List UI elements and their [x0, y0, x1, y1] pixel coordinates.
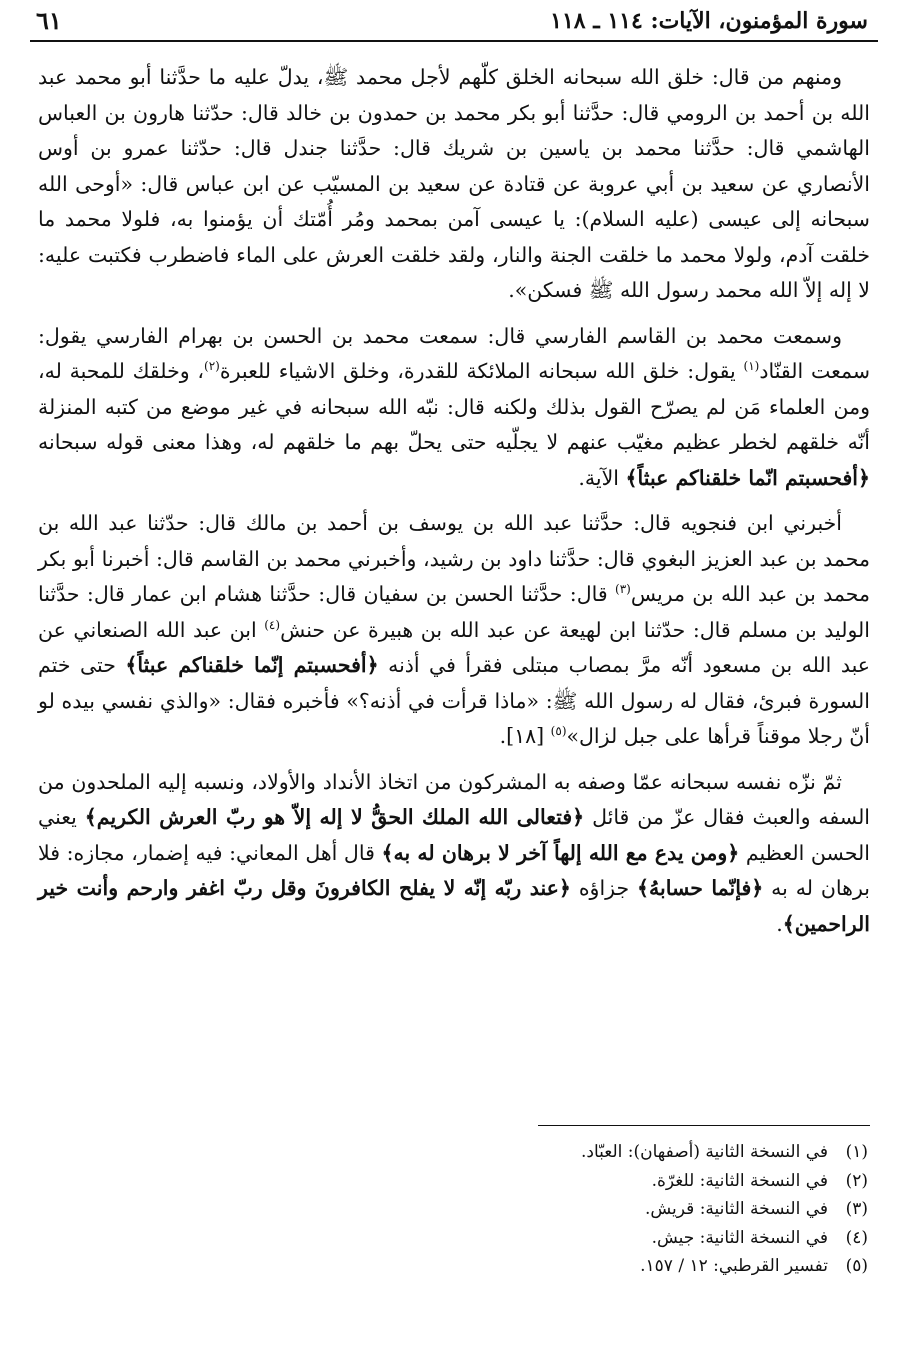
quran-quote: ﴿فإنّما حسابهُ﴾ — [637, 876, 764, 900]
footnote — [400, 1167, 868, 1196]
footnote-text: في النسخة الثانية: للغرّة. — [651, 1170, 828, 1191]
text-run: [١٨]. — [499, 724, 551, 748]
footnote-ref: (٤) — [264, 617, 281, 632]
footnote-divider — [538, 1125, 870, 1126]
footnotes — [400, 1138, 868, 1281]
text-run: قال أهل المعاني: فيه إضمار، مجازه: فلا برهان له به — [38, 840, 870, 900]
body-text — [38, 60, 870, 952]
page-header — [30, 4, 878, 42]
footnote-text: في النسخة الثانية: جيش. — [651, 1227, 828, 1248]
text-run: ، وخلقك للمحبة له، ومن العلماء مَن لم يصرّح القول بذلك ولكنه قال: نبّه الله سبحانه في غير موضع من كتبه المنزلة أنّه خلقهم لخطر عظيم مغيّب عنهم لا يجلّيه حتى يحلّ بهم ما خلقهم له، وهذا معنى قوله سبحانه — [38, 359, 870, 454]
footnote-ref: (٥) — [550, 724, 567, 739]
quran-quote: ﴿عند ربّه إنّه لا يفلح الكافرونَ وقل ربّ اغفر وارحم وأنت خير الراحمين﴾ — [38, 876, 870, 936]
text-run: ثمّ نزّه نفسه سبحانه عمّا وصفه به المشركون من اتخاذ الأنداد والأولاد، ونسبه إليه الملحدون من السفه والعبث فقال عزّ من قائل — [38, 769, 871, 829]
text-run: حتى ختم السورة فبرئ، فقال له رسول الله ﷺ: «ماذا قرأت في أذنه؟» فأخبره فقال: «والذي نفسي بيده لو أنّ رجلا موقناً قرأها على جبل لزال» — [38, 653, 870, 748]
text-run: أخبرني ابن فنجويه قال: حدَّثنا عبد الله بن يوسف بن أحمد بن مالك قال: حدّثنا عبد الله بن محمد بن عبد العزيز البغوي قال: حدَّثنا داود بن رشيد، وأخبرني محمد بن القاسم قال: أخبرنا أبو بكر محمد بن عبد الله بن مريس — [38, 511, 870, 606]
footnote-text: تفسير القرطبي: ١٢ / ١٥٧. — [640, 1256, 828, 1276]
footnote — [400, 1138, 868, 1167]
footnote-ref: (٢) — [204, 359, 220, 374]
text-run: يقول: خلق الله سبحانه الملائكة للقدرة، وخلق الاشياء للعبرة — [219, 359, 744, 383]
text-run: الآية. — [578, 465, 626, 490]
footnote — [400, 1224, 868, 1253]
text-run: ومنهم من قال: خلق الله سبحانه الخلق كلّهم لأجل محمد ﷺ، يدلّ عليه ما حدَّثنا أبو محمد عبد الله بن أحمد بن الرومي قال: حدَّثنا أبو بكر محمد بن حمدون بن خالد قال: حدّثنا هارون بن العباس الهاشمي قال: حدَّثنا محمد بن ياسين بن شريك قال: حدَّثنا جندل قال: حدّثنا عمرو بن أوس الأنصاري عن سعيد بن أبي عروبة عن قتادة عن سعيد بن المسيّب عن ابن عباس قال: «أوحى الله سبحانه إلى عيسى (عليه السلام): يا عيسى آمن بمحمد ومُر أُمّتك أن يؤمنوا به، فلولا محمد ما خلقت آدم، ولولا محمد ما خلقت الجنة والنار، ولقد خلقت العرش على الماء فاضطرب فكتبت عليه: لا إله إلاّ الله محمد رسول الله ﷺ فسكن». — [38, 65, 870, 302]
footnote-number: (١) — [845, 1142, 868, 1162]
text-run: قال: حدَّثنا الحسن بن سفيان قال: حدَّثنا هشام ابن عمار قال: حدَّثنا الوليد بن مسلم قال: حدّثنا ابن لهيعة عن عبد الله بن هبيرة عن حنش — [38, 582, 870, 642]
footnote-number: (٥) — [845, 1256, 868, 1276]
text-run: وسمعت محمد بن القاسم الفارسي قال: سمعت محمد بن الحسن بن بهرام الفارسي يقول: سمعت القنّاد — [38, 323, 871, 383]
footnote-text: في النسخة الثانية: قريش. — [644, 1199, 828, 1219]
footnote-text: في النسخة الثانية (أصفهان): العبّاد. — [580, 1142, 828, 1162]
text-run: جزاؤه — [570, 876, 638, 900]
paragraph — [38, 765, 870, 943]
text-run: . — [776, 911, 783, 936]
footnote-ref: (٣) — [615, 582, 631, 597]
paragraph — [38, 60, 870, 309]
footnote-number: (٣) — [845, 1199, 868, 1219]
footnote — [400, 1195, 868, 1224]
footnote-number: (٤) — [845, 1227, 868, 1248]
page-number: ٦١ — [36, 6, 62, 35]
paragraph — [38, 506, 870, 755]
paragraph — [38, 319, 870, 497]
footnote-ref: (١) — [743, 359, 760, 374]
footnote-number: (٢) — [845, 1170, 868, 1191]
quran-quote: ﴿أفحسبتم إنّما خلقناكم عبثاً﴾ — [125, 653, 379, 677]
footnote — [400, 1252, 868, 1281]
text-run: يعني الحسن العظيم — [38, 805, 870, 865]
text-run: ابن عبد الله الصنعاني عن عبد الله بن مسعود أنّه مرَّ بمصاب مبتلى فقرأ في أذنه — [38, 617, 871, 677]
quran-quote: ﴿فتعالى الله الملك الحقُّ لا إله إلاّ هو ربّ العرش الكريم﴾ — [84, 805, 585, 829]
running-title: سورة المؤمنون، الآيات: ١١٤ ـ ١١٨ — [550, 8, 868, 34]
quran-quote: ﴿ومن يدع مع الله إلهاً آخر لا برهان له به﴾ — [381, 840, 740, 865]
quran-quote: ﴿أفحسبتم انّما خلقناكم عبثاً﴾ — [625, 465, 870, 490]
